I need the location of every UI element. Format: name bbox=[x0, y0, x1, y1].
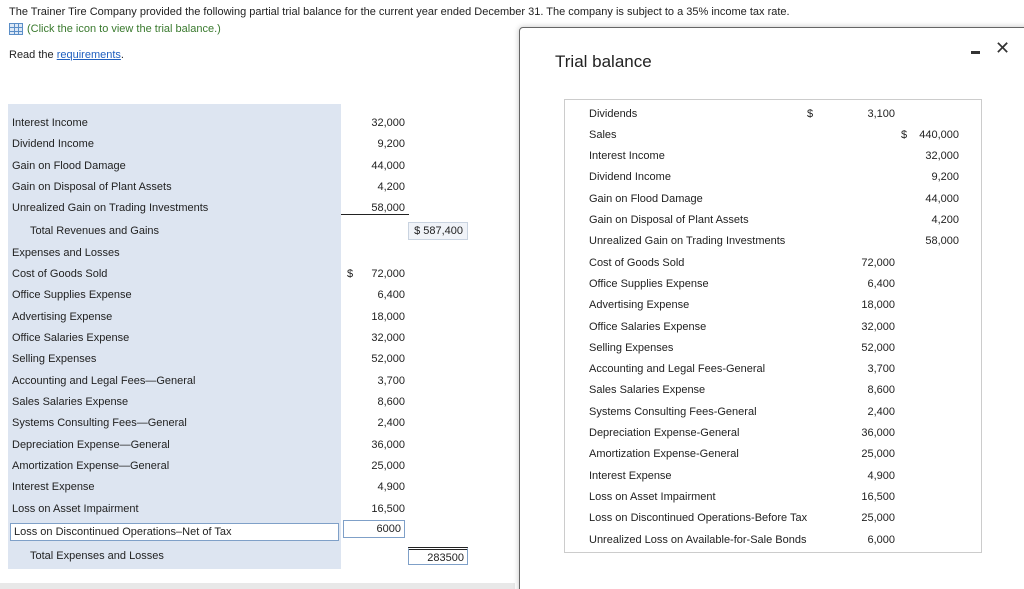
row-label: Loss on Asset Impairment bbox=[12, 503, 139, 515]
account-name: Selling Expenses bbox=[589, 341, 674, 354]
row-label: Expenses and Losses bbox=[12, 247, 120, 259]
account-name: Office Supplies Expense bbox=[589, 277, 709, 290]
trial-balance-row bbox=[565, 359, 983, 380]
trial-balance-row bbox=[565, 252, 983, 273]
total-expenses-input[interactable]: 283500 bbox=[408, 547, 468, 565]
worksheet-row bbox=[8, 499, 528, 519]
table-grid-icon[interactable] bbox=[9, 23, 23, 35]
row-label: Interest Expense bbox=[12, 481, 95, 493]
discontinued-ops-label-input[interactable]: Loss on Discontinued Operations–Net of Tax bbox=[10, 523, 339, 541]
worksheet-row bbox=[8, 435, 528, 455]
amount-cell: 44,000 bbox=[371, 160, 405, 172]
amount-cell: 3,700 bbox=[377, 375, 405, 387]
worksheet-row bbox=[8, 243, 528, 263]
worksheet-row bbox=[8, 285, 528, 305]
total-expenses-label: Total Expenses and Losses bbox=[30, 550, 164, 562]
trial-balance-row bbox=[565, 231, 983, 252]
currency-sign: $ bbox=[347, 268, 354, 280]
debit-currency-sign: $ bbox=[807, 107, 814, 120]
worksheet-row bbox=[8, 264, 528, 284]
requirements-link[interactable]: requirements bbox=[56, 49, 121, 61]
worksheet-row bbox=[8, 413, 528, 433]
view-trial-balance-text[interactable]: (Click the icon to view the trial balance.) bbox=[27, 23, 221, 35]
trial-balance-row bbox=[565, 146, 983, 167]
row-label: Systems Consulting Fees—General bbox=[12, 417, 187, 429]
account-name: Systems Consulting Fees-General bbox=[589, 405, 757, 418]
credit-amount: 32,000 bbox=[925, 150, 959, 163]
account-name: Interest Expense bbox=[589, 469, 672, 482]
income-statement-worksheet bbox=[8, 104, 464, 569]
account-name: Depreciation Expense-General bbox=[589, 427, 740, 439]
account-name: Interest Income bbox=[589, 150, 665, 163]
minimize-icon[interactable] bbox=[970, 42, 982, 56]
row-label: Sales Salaries Expense bbox=[12, 396, 129, 408]
discontinued-ops-amount-input[interactable]: 6000 bbox=[343, 520, 405, 538]
read-prefix: Read the bbox=[9, 49, 57, 61]
amount-cell: 4,900 bbox=[377, 481, 405, 493]
trial-balance-row bbox=[565, 188, 983, 209]
account-name: Gain on Flood Damage bbox=[589, 192, 703, 205]
debit-amount: 8,600 bbox=[867, 384, 895, 397]
debit-amount: 36,000 bbox=[861, 427, 895, 439]
close-icon[interactable]: ✕ bbox=[995, 38, 1011, 58]
row-label: Gain on Disposal of Plant Assets bbox=[12, 181, 172, 193]
debit-amount: 18,000 bbox=[861, 299, 895, 312]
credit-amount: 44,000 bbox=[925, 192, 959, 205]
worksheet-row bbox=[8, 198, 528, 218]
account-name: Advertising Expense bbox=[589, 299, 690, 312]
debit-amount: 3,100 bbox=[867, 107, 895, 120]
account-name: Loss on Discontinued Operations-Before Tax bbox=[589, 512, 808, 525]
trial-balance-row bbox=[565, 465, 983, 486]
horizontal-scrollbar[interactable] bbox=[0, 583, 515, 589]
trial-balance-row bbox=[565, 103, 983, 124]
amount-cell: 4,200 bbox=[377, 181, 405, 193]
row-label: Gain on Flood Damage bbox=[12, 160, 126, 172]
worksheet-row bbox=[8, 371, 528, 391]
row-label: Unrealized Gain on Trading Investments bbox=[12, 202, 209, 214]
amount-cell: 18,000 bbox=[371, 311, 405, 323]
amount-cell: 9,200 bbox=[377, 138, 405, 150]
amount-cell: 32,000 bbox=[371, 332, 405, 344]
row-label: Total Revenues and Gains bbox=[30, 225, 160, 237]
trial-balance-popup bbox=[519, 27, 1024, 589]
worksheet-row bbox=[8, 156, 528, 176]
worksheet-row bbox=[8, 477, 528, 497]
debit-amount: 16,500 bbox=[861, 490, 895, 503]
account-name: Accounting and Legal Fees-General bbox=[589, 363, 766, 376]
amount-cell: 16,500 bbox=[371, 503, 405, 515]
worksheet-row bbox=[8, 177, 528, 197]
amount-cell: 32,000 bbox=[371, 117, 405, 129]
account-name: Loss on Asset Impairment bbox=[589, 490, 716, 503]
row-label: Interest Income bbox=[12, 117, 88, 129]
worksheet-row bbox=[8, 349, 528, 369]
account-name: Unrealized Gain on Trading Investments bbox=[589, 235, 786, 248]
credit-amount: 9,200 bbox=[931, 171, 959, 184]
worksheet-row bbox=[8, 456, 528, 476]
trial-balance-row bbox=[565, 316, 983, 337]
trial-balance-row bbox=[565, 486, 983, 507]
trial-balance-row bbox=[565, 401, 983, 422]
read-suffix: . bbox=[120, 49, 124, 61]
debit-amount: 6,400 bbox=[867, 277, 895, 290]
debit-amount: 6,000 bbox=[867, 533, 895, 546]
popup-title: Trial balance bbox=[555, 52, 652, 71]
amount-cell: 72,000 bbox=[371, 268, 405, 280]
credit-amount: 4,200 bbox=[931, 214, 959, 226]
account-name: Dividends bbox=[589, 107, 638, 120]
account-name: Office Salaries Expense bbox=[589, 320, 707, 333]
debit-amount: 72,000 bbox=[861, 256, 895, 269]
account-name: Unrealized Loss on Available-for-Sale Bonds bbox=[589, 533, 807, 546]
view-trial-balance-link[interactable] bbox=[9, 23, 221, 35]
amount-cell: 8,600 bbox=[377, 396, 405, 408]
trial-balance-row bbox=[565, 529, 983, 550]
total-expenses-row bbox=[8, 546, 528, 566]
amount-cell: 36,000 bbox=[371, 439, 405, 451]
row-label: Office Supplies Expense bbox=[12, 289, 132, 301]
trial-balance-table bbox=[564, 99, 982, 553]
account-name: Amortization Expense-General bbox=[589, 448, 739, 461]
account-name: Dividend Income bbox=[589, 171, 671, 184]
amount-cell: 52,000 bbox=[371, 353, 405, 365]
trial-balance-row bbox=[565, 508, 983, 529]
row-label: Selling Expenses bbox=[12, 353, 97, 365]
debit-amount: 25,000 bbox=[861, 512, 895, 525]
debit-amount: 52,000 bbox=[861, 341, 895, 354]
credit-amount: 58,000 bbox=[925, 235, 959, 248]
worksheet-row bbox=[8, 134, 528, 154]
read-requirements-line bbox=[9, 49, 124, 61]
credit-amount: 440,000 bbox=[919, 128, 959, 141]
amount-cell: 25,000 bbox=[371, 460, 405, 472]
row-label: Office Salaries Expense bbox=[12, 332, 130, 344]
row-label: Advertising Expense bbox=[12, 311, 113, 323]
row-label: Dividend Income bbox=[12, 138, 94, 150]
trial-balance-row bbox=[565, 124, 983, 145]
amount-cell: 6,400 bbox=[377, 289, 405, 301]
trial-balance-row bbox=[565, 444, 983, 465]
debit-amount: 32,000 bbox=[861, 320, 895, 333]
trial-balance-row bbox=[565, 295, 983, 316]
row-label: Amortization Expense—General bbox=[12, 460, 170, 472]
trial-balance-row bbox=[565, 210, 983, 231]
amount-cell: 58,000 bbox=[341, 202, 409, 215]
instructions-text: The Trainer Tire Company provided the following partial trial balance for the current year ended December 31. The company is subject to a 35% income tax rate. bbox=[9, 6, 790, 18]
debit-amount: 2,400 bbox=[867, 405, 895, 418]
debit-amount: 25,000 bbox=[861, 448, 895, 461]
worksheet-row bbox=[8, 328, 528, 348]
worksheet-row bbox=[8, 392, 528, 412]
account-name: Sales bbox=[589, 128, 617, 141]
trial-balance-row bbox=[565, 337, 983, 358]
worksheet-row bbox=[8, 307, 528, 327]
trial-balance-row bbox=[565, 273, 983, 294]
account-name: Sales Salaries Expense bbox=[589, 384, 706, 397]
trial-balance-row bbox=[565, 380, 983, 401]
account-name: Gain on Disposal of Plant Assets bbox=[589, 214, 749, 226]
total-revenues-value: $ 587,400 bbox=[408, 222, 468, 240]
row-label: Cost of Goods Sold bbox=[12, 268, 108, 280]
account-name: Cost of Goods Sold bbox=[589, 256, 685, 269]
worksheet-row bbox=[8, 221, 528, 241]
discontinued-ops-row bbox=[8, 522, 528, 542]
debit-amount: 3,700 bbox=[867, 363, 895, 376]
debit-amount: 4,900 bbox=[867, 469, 895, 482]
credit-currency-sign: $ bbox=[901, 128, 908, 141]
trial-balance-row bbox=[565, 423, 983, 444]
row-label: Accounting and Legal Fees—General bbox=[12, 375, 196, 387]
trial-balance-row bbox=[565, 167, 983, 188]
row-label: Depreciation Expense—General bbox=[12, 439, 170, 451]
amount-cell: 2,400 bbox=[377, 417, 405, 429]
worksheet-row bbox=[8, 113, 528, 133]
